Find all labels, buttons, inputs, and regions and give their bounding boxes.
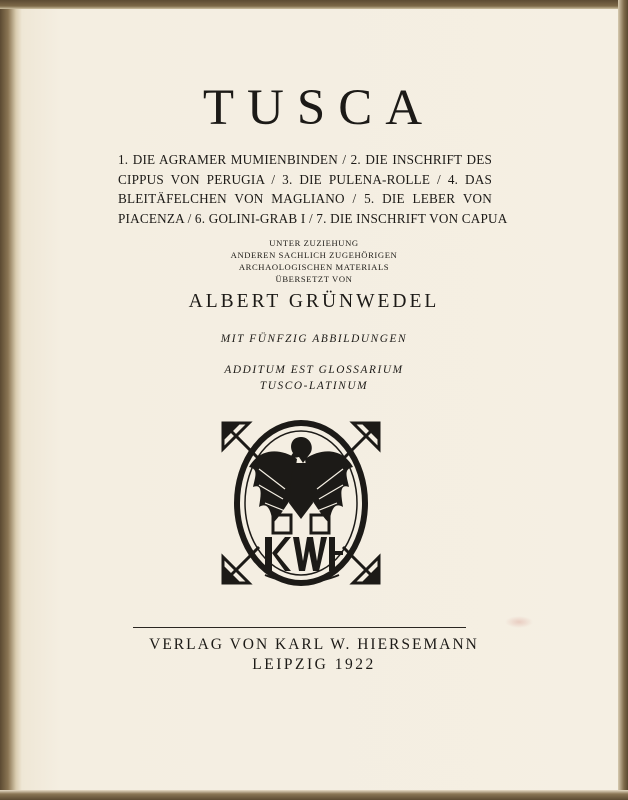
page-title: TUSCA	[202, 80, 436, 136]
note-line: UNTER ZUZIEHUNG	[269, 238, 359, 248]
note-line: ÜBERSETZT VON	[275, 274, 353, 284]
illustrations-note: MIT FÜNFZIG ABBILDUNGEN	[220, 333, 408, 345]
divider-rule	[133, 627, 466, 628]
publisher-name: VERLAG VON KARL W. HIERSEMANN	[149, 636, 479, 653]
glossary-line: ADDITUM EST GLOSSARIUM	[224, 364, 404, 376]
author-name: ALBERT GRÜNWEDEL	[188, 291, 440, 312]
eagle-monogram-icon	[219, 419, 383, 587]
place-and-year: LEIPZIG 1922	[252, 656, 376, 673]
contents-list	[118, 150, 508, 228]
note-line: ANDEREN SACHLICH ZUGEHÖRIGEN	[230, 250, 398, 260]
contents-line: PIACENZA / 6. GOLINI-GRAB I / 7. DIE INSCHRIFT VON CAPUA	[118, 210, 508, 226]
note-line: ARCHAOLOGISCHEN MATERIALS	[238, 262, 390, 272]
paper-stain	[505, 616, 533, 628]
contents-line: 1. DIE AGRAMER MUMIENBINDEN / 2. DIE INSCHRIFT DES	[118, 152, 492, 167]
translation-note	[0, 237, 628, 285]
contents-line: CIPPUS VON PERUGIA / 3. DIE PULENA-ROLLE / 4. DAS	[118, 171, 492, 187]
glossary-note	[0, 362, 628, 394]
glossary-line: TUSCO-LATINUM	[259, 380, 369, 392]
contents-line: BLEITÄFELCHEN VON MAGLIANO / 5. DIE LEBER VON	[118, 191, 492, 206]
